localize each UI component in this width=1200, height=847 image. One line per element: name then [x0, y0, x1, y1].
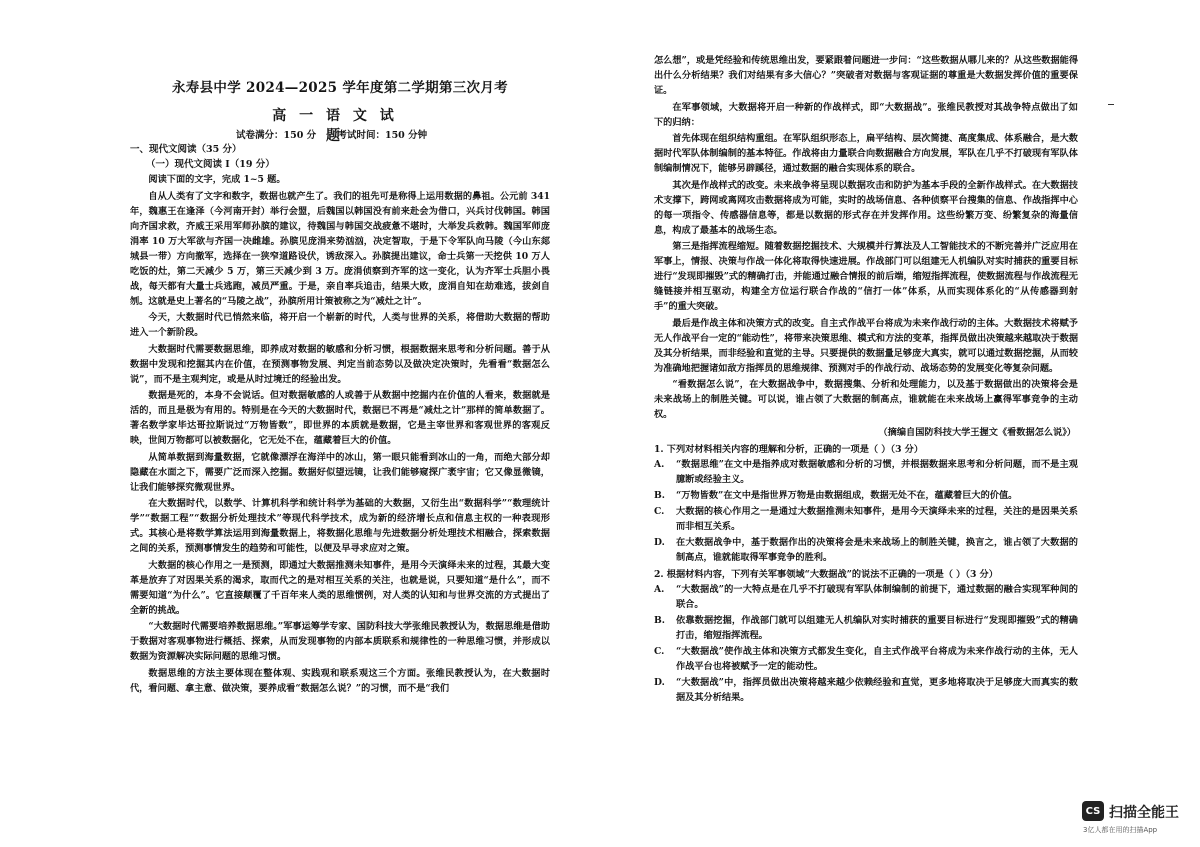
option-text: “大数据战”的一大特点是在几乎不打破现有军队体制编制的前提下，通过数据的融合实现军种间的联合。	[676, 584, 1078, 610]
question-option	[654, 488, 1078, 503]
section-heading: 一、现代文阅读（35 分）	[130, 144, 242, 155]
left-paragraph: 数据是死的，本身不会说话。但对数据敏感的人或善于从数据中挖掘内在价值的人看来，数据就是活的，而且是极为有用的。特别是在今天的大数据时代，数据已不再是“减灶之计”那样的简单数据了。著名数学家毕达哥拉斯说过“万物皆数”，即世界的本质就是数据，它是主宰世界和客观世界的客观反映，世间万物都可以被数据化，它无处不在，蕴藏着巨大的价值。	[130, 390, 550, 446]
left-paragraph: 自从人类有了文字和数字，数据也就产生了。我们的祖先可是称得上运用数据的鼻祖。公元前 341 年，魏惠王在逢泽（今河南开封）举行会盟，后魏国以韩国没有前来赴会为借口，兴兵讨伐韩国。韩国向齐国求救，齐威王采用军师孙膑的建议，待魏国与韩国交战疲惫不堪时，大举发兵救韩。魏国军师庞涓率 10 万大军欲与齐国一决雌雄。孙膑见庞涓来势汹汹，决定智取，于是下令军队向马陵（今山东郯城县一带）方向撤军，选择在一狭窄道路设伏，诱敌深入。孙膑提出建议，命士兵第一天挖供 10 万人吃饭的灶，第二天减少 5 万，第三天减少到 3 万。庞涓侦察到齐军的这一变化，认为齐军士兵胆小畏战，每天都有大量士兵逃跑，减员严重。于是，亲自率兵追击，结果大败，庞涓自知在劫难逃，拔剑自刎。这就是史上著名的“马陵之战”，孙膑所用计策被称之为“减灶之计”。	[130, 190, 550, 307]
watermark-app-name: 扫描全能王	[1109, 805, 1179, 821]
right-paragraph: 最后是作战主体和决策方式的改变。自主式作战平台将成为未来作战行动的主体。大数据技术将赋予无人作战平台一定的“能动性”，将带来决策思维、模式和方法的变革，指挥员做出决策越来越取决于数据及其分析结果，而非经验和直觉的主导。只要提供的数据量足够庞大真实，就可以通过数据挖掘，从而较为准确地把握诸如敌方指挥员的思维规律、预测对手的作战行动、战场态势的发展变化等复杂问题。	[654, 317, 1079, 374]
full-score-text: 试卷满分：150 分	[236, 130, 317, 141]
option-text: 大数据的核心作用之一是通过大数据推测未知事件，是用今天演绎未来的过程，关注的是因果关系而非相互关系。	[676, 506, 1078, 532]
option-text: “大数据战”中，指挥员做出决策将越来越少依赖经验和直觉，更多地将取决于足够庞大而真实的数据及其分析结果。	[676, 677, 1078, 703]
watermark-tagline: 3亿人都在用的扫描App	[1083, 826, 1158, 834]
option-text: “数据思维”在文中是指养成对数据敏感和分析的习惯，并根据数据来思考和分析问题，而不是主观臆断或经验主义。	[676, 459, 1078, 485]
exam-school-title: 永寿县中学 2024—2025 学年度第二学期第三次月考	[172, 80, 508, 96]
left-paragraph: 在大数据时代，以数学、计算机科学和统计科学为基础的大数据，又衍生出“数据科学”“数理统计学”“数据工程”“数据分析处理技术”等现代科学技术，成为新的经济增长点和信息主权的一种表现形式。其核心是将数学算法运用到海量数据上，将数据化思维与先进数据分析处理技术相融合，探索数据之间的关系，预测事情发生的趋势和可能性，以便及早寻求应对之策。	[130, 498, 550, 554]
option-text: “大数据战”使作战主体和决策方式都发生变化，自主式作战平台将成为未来作战行动的主体，无人作战平台也将被赋予一定的能动性。	[676, 646, 1078, 672]
right-paragraph: 其次是作战样式的改变。未来战争将呈现以数据攻击和防护为基本手段的全新作战样式。在大数据技术支撑下，跨网或离网攻击数据将成为可能，实时的战场信息、各种侦察平台搜集的信息、作战指挥中心的每一项指令、传感器信息等，都是以数据的形式存在并发挥作用。这些纷繁万变、纷繁复杂的海量信息，构成了最基本的战场生态。	[654, 179, 1078, 236]
option-letter: B.	[654, 490, 665, 501]
question-option	[654, 457, 1078, 487]
question-option	[654, 613, 1078, 643]
question-option	[654, 644, 1078, 674]
question-option	[654, 535, 1078, 565]
option-letter: A.	[654, 459, 665, 470]
left-paragraph: 今天，大数据时代已悄然来临，将开启一个崭新的时代，人类与世界的关系，将借助大数据的帮助进入一个新阶段。	[130, 312, 550, 338]
right-paragraph: 首先体现在组织结构重组。在军队组织形态上，扁平结构、层次简捷、高度集成、体系融合，是大数据时代军队体制编制的基本特征。作战将由力量联合向数据融合方向发展，军队在几乎不打破现有军队体制编制情况下，能够另辟蹊径，通过数据的融合实现体系的联合。	[654, 133, 1078, 174]
section-subheading: （一）现代文阅读 I（19 分）	[146, 159, 275, 170]
article-source: （摘编自国防科技大学王握文《看数据怎么说》）	[878, 427, 1076, 438]
camscanner-watermark	[1082, 801, 1192, 837]
option-letter: A.	[654, 584, 665, 595]
stray-mark	[1108, 104, 1114, 105]
option-letter: C.	[654, 506, 665, 517]
right-column	[654, 53, 1078, 706]
right-paragraph: 第三是指挥流程缩短。随着数据挖掘技术、大规模并行算法及人工智能技术的不断完善并广泛应用在军事上，情报、决策与作战一体化将取得快速进展。作战部门可以组建无人机编队对实时捕获的重要目标进行“发现即摧毁”式的精确打击，并能通过融合情报的前后端，缩短指挥流程，使数据流程与作战流程无缝链接并相互驱动，构建全方位运行联合作战的“信打一体”体系，从而实现体系化的“从传感器到射手”的重大突破。	[654, 241, 1079, 312]
left-column	[130, 142, 550, 697]
exam-paper-title: 高 一 语 文 试 题	[272, 108, 398, 144]
question-option	[654, 504, 1078, 534]
exam-time-text: 考试时间：150 分钟	[337, 130, 428, 141]
right-paragraph: 怎么想”，或是凭经验和传统思维出发，要紧跟着问题进一步问：“这些数据从哪儿来的？从这些数据能得出什么分析结果？我们对结果有多大信心？”突破者对数据与客观证据的尊重是大数据发挥价值的重要保证。	[654, 55, 1079, 96]
left-paragraph: 从简单数据到海量数据，它就像漂浮在海洋中的冰山，第一眼只能看到冰山的一角，而绝大部分却隐藏在水面之下，需要广泛而深入挖掘。数据好似望远镜，让我们能够窥探广袤宇宙；它又像显微镜，让我们能够探究微观世界。	[130, 451, 550, 493]
option-letter: D.	[654, 677, 665, 688]
option-text: “万物皆数”在文中是指世界万物是由数据组成，数据无处不在，蕴藏着巨大的价值。	[676, 490, 1018, 501]
option-letter: D.	[654, 537, 665, 548]
right-paragraph: 在军事领域，大数据将开启一种新的作战样式，即“大数据战”。张维民教授对其战争特点做出了如下的归纳：	[654, 101, 1078, 128]
left-paragraph: 数据思维的方法主要体现在整体观、实践观和联系观这三个方面。张维民教授认为，在大数据时代，看问题、拿主意、做决策，要养成看“数据怎么说？”的习惯，而不是“我们	[130, 667, 550, 694]
exam-score-line	[236, 127, 486, 141]
question-option	[654, 675, 1078, 705]
question-option	[654, 582, 1078, 612]
option-text: 在大数据战争中，基于数据作出的决策将会是未来战场上的制胜关键，换言之，谁占领了大数据的制高点，谁就能取得军事竞争的胜利。	[676, 537, 1078, 563]
question-stem: 2. 根据材料内容，下列有关军事领域“大数据战”的说法不正确的一项是（ ）（3 分）	[654, 569, 998, 580]
left-paragraph: 大数据时代需要数据思维，即养成对数据的敏感和分析习惯，根据数据来思考和分析问题。善于从数据中发现和挖掘其内在价值，在预测事物发展、判定当前态势以及做决定决策时，先看看“数据怎么说”，而不是主观判定，或是从时过境迁的经验出发。	[130, 343, 550, 385]
question-stem: 1. 下列对材料相关内容的理解和分析，正确的一项是（ ）（3 分）	[654, 444, 924, 455]
option-letter: B.	[654, 615, 665, 626]
reading-instruction: 阅读下面的文字，完成 1~5 题。	[148, 174, 286, 185]
left-paragraph: 大数据的核心作用之一是预测，即通过大数据推测未知事件，是用今天演绎未来的过程，其最大变革是放弃了对因果关系的渴求，取而代之的是对相互关系的关注，也就是说，只要知道“是什么”，而不需要知道“为什么”。它直接颠覆了千百年来人类的思维惯例，对人类的认知和与世界交流的方式提出了全新的挑战。	[130, 559, 550, 616]
camscanner-logo-icon: CS	[1082, 801, 1104, 821]
left-paragraph: “大数据时代需要培养数据思维。”军事运筹学专家、国防科技大学张维民教授认为，数据思维是借助于数据对客观事物进行概括、探索，从而发现事物的内部本质联系和规律性的一种思维习惯，并形成以数据为资源解决实际问题的思维习惯。	[130, 621, 550, 662]
option-letter: C.	[654, 646, 665, 657]
option-text: 依靠数据挖掘，作战部门就可以组建无人机编队对实时捕获的重要目标进行“发现即摧毁”式的精确打击，缩短指挥流程。	[676, 615, 1078, 641]
right-paragraph: “看数据怎么说”，在大数据战争中，数据搜集、分析和处理能力，以及基于数据做出的决策将会是未来战场上的制胜关键。可以说，谁占领了大数据的制高点，谁就能在未来战场上赢得军事竞争的主动权。	[654, 379, 1078, 420]
